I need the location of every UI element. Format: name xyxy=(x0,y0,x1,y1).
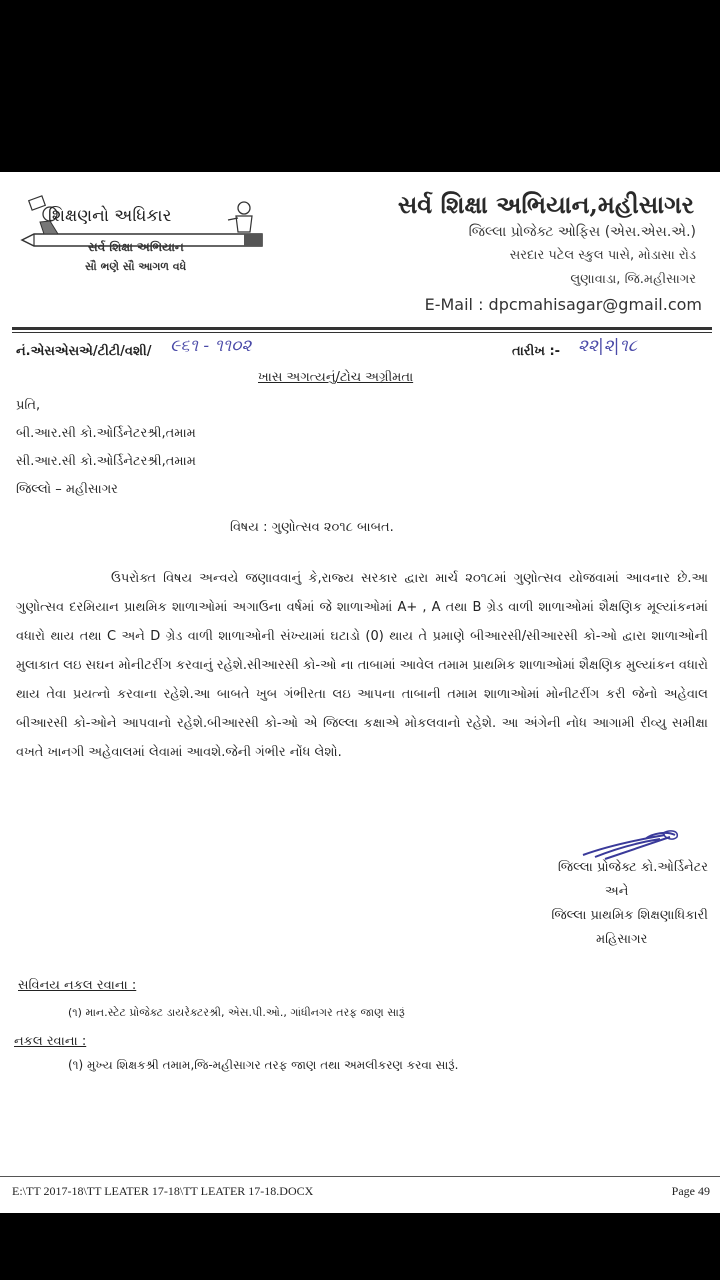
signatory-title: જિલ્લા પ્રોજેક્ટ કો.ઓર્ડિનેટર xyxy=(557,860,708,875)
reference-number: ૯૬૧ - ૧૧૦૨ xyxy=(170,336,252,356)
org-email: E-Mail : dpcmahisagar@gmail.com xyxy=(424,295,702,314)
subject-line: વિષય : ગુણોત્સવ ૨૦૧૮ બાબત. xyxy=(230,520,394,535)
date-value: ૨૨|૨|૧૮ xyxy=(578,336,638,356)
footer-page-number: Page 49 xyxy=(671,1184,710,1198)
recipient-line: બી.આર.સી કો.ઓર્ડિનેટરશ્રી,તમામ xyxy=(16,426,196,441)
footer-divider xyxy=(0,1176,720,1177)
signatory-title-2: જિલ્લા પ્રાથમિક શિક્ષણાધિકારી xyxy=(551,908,708,923)
recipient-line: જિલ્લો – મહીસાગર xyxy=(16,482,118,497)
org-title: સર્વ શિક્ષા અભિયાન,મહીસાગર xyxy=(397,190,694,219)
org-address-2: લુણાવાડા, જિ.મહીસાગર xyxy=(570,272,696,287)
reference-label: નં.એસએસએ/ટીટી/વશી/ xyxy=(16,344,152,359)
footer-file-path: E:\TT 2017-18\TT LEATER 17-18\TT LEATER 17-18.DOCX xyxy=(12,1184,314,1198)
logo-tagline: સૌ ભણે સૌ આગળ વધે xyxy=(85,260,187,273)
signatory-district: મહિસાગર xyxy=(596,932,648,947)
copy-heading-2: નકલ રવાના : xyxy=(14,1034,87,1049)
header-divider-thin xyxy=(12,332,712,333)
recipient-line: સી.આર.સી કો.ઓર્ડિનેટરશ્રી,તમામ xyxy=(16,454,196,469)
letter-page xyxy=(0,172,720,1213)
copy-heading: સવિનય નકલ રવાના : xyxy=(18,978,137,993)
header-divider xyxy=(12,327,712,330)
priority-note: ખાસ અગત્યનું/ટોચ અગ્રીમતા xyxy=(258,370,414,385)
recipient-heading: પ્રતિ, xyxy=(16,398,41,413)
logo-title: શિક્ષણનો અધિકાર xyxy=(48,206,172,226)
org-office: જિલ્લા પ્રોજેક્ટ ઓફિસ (એસ.એસ.એ.) xyxy=(468,224,696,240)
org-address-1: સરદાર પટેલ સ્કુલ પાસે, મોડાસા રોડ xyxy=(509,248,696,263)
body-paragraph: ઉપરોક્ત વિષય અન્વયે જણાવવાનું કે,રાજ્ય સરકાર દ્વારા માર્ચ ૨૦૧૮માં ગુણોત્સવ યોજવામાં આવનાર છે.આ ગુણોત્સવ દરમિયાન પ્રાથમિક શાળાઓમાં અગાઉના વર્ષમાં જે શાળાઓમાં A+ , A તથા B ગ્રેડ વાળી શાળાઓમાં શૈક્ષણિક મૂલ્યાંકનમાં વધારો થાય તથા C અને D ગ્રેડ વાળી શાળાઓની સંખ્યામાં ઘટાડો (0) થાય તે પ્રમાણે બીઆરસી/સીઆરસી કો-ઓ દ્વારા શાળાઓની મુલાકાત લઇ સઘન મોનીટરીંગ કરવાનું રહેશે.સીઆરસી કો-ઓ ના તાબામાં આવેલ તમામ પ્રાથમિક શાળાઓમાં શૈક્ષણિક મુલ્યાંકન વધારો થાય તેવા પ્રયત્નો કરવાના રહેશે.આ બાબતે ખુબ ગંભીરતા લઇ આપના તાબાની તમામ શાળાઓમાં મોનીટરીંગ કરી જેનો અહેવાલ બીઆરસી કો-ઓને આપવાનો રહેશે.બીઆરસી કો-ઓ એ જિલ્લા કક્ષાએ મોકલવાનો રહેશે. આ અંગેની નોધ આગામી રીવ્યુ સમીક્ષા વખતે ખાનગી અહેવાલમાં લેવામાં આવશે.જેની ગંભીર નોંધ લેશો. xyxy=(16,571,708,760)
logo-subtitle: સર્વ શિક્ષા અભિયાન xyxy=(88,240,184,254)
copy-item-2: (૧) મુખ્ય શિક્ષકશ્રી તમામ,જિ-મહીસાગર તરફ જાણ તથા અમલીકરણ કરવા સારૂં. xyxy=(68,1058,459,1072)
letter-body xyxy=(16,564,708,767)
date-label: તારીખ :- xyxy=(512,344,561,359)
copy-item: (૧) માન.સ્ટેટ પ્રોજેક્ટ ડાયરેક્ટરશ્રી, એસ.પી.ઓ., ગાંધીનગર તરફ જાણ સારૂં xyxy=(68,1006,405,1019)
signatory-conjunction: અને xyxy=(605,884,629,899)
